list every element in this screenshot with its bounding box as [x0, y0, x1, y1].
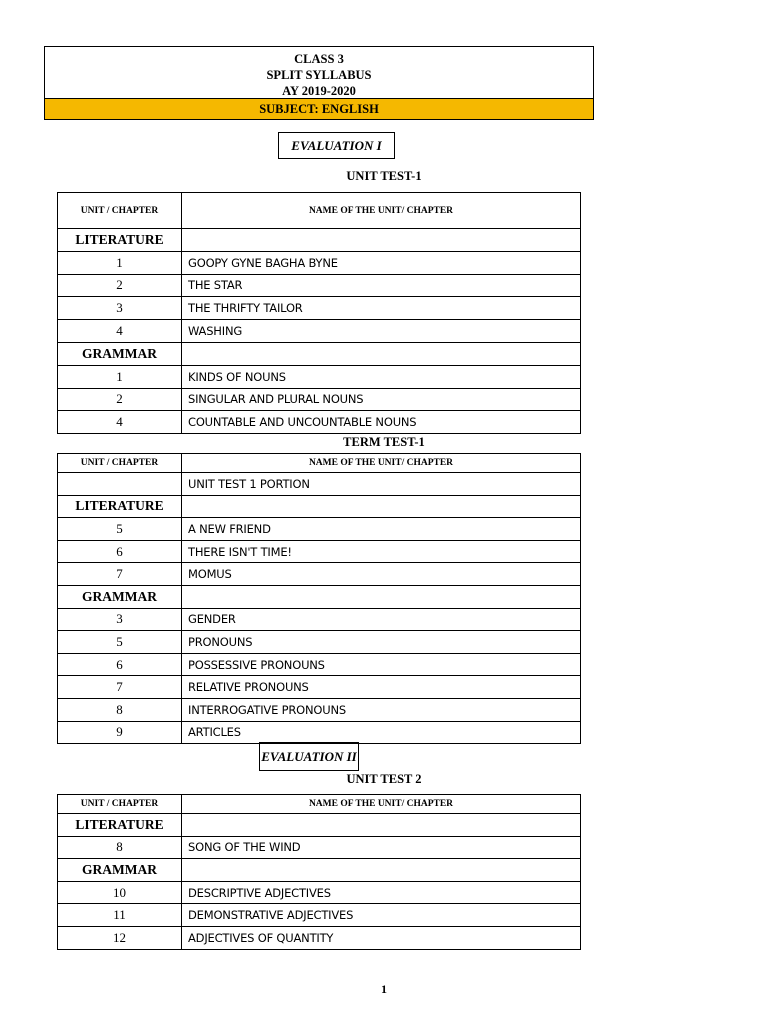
table-row	[58, 540, 581, 563]
chapter-number: 8	[58, 698, 182, 721]
chapter-number: 12	[58, 926, 182, 949]
chapter-number: 5	[58, 518, 182, 541]
category-row	[58, 342, 581, 365]
column-header-unit: UNIT / CHAPTER	[58, 795, 182, 814]
chapter-number: 2	[58, 274, 182, 297]
category-label: GRAMMAR	[58, 585, 182, 608]
chapter-name	[182, 859, 581, 882]
chapter-name: ARTICLES	[182, 721, 581, 744]
chapter-name: A NEW FRIEND	[182, 518, 581, 541]
table-row	[58, 365, 581, 388]
class-line: CLASS 3	[294, 52, 344, 66]
category-row	[58, 585, 581, 608]
chapter-number: 1	[58, 251, 182, 274]
table-header-row	[58, 454, 581, 473]
year-line: AY 2019-2020	[282, 84, 356, 98]
table-row	[58, 274, 581, 297]
table-row	[58, 698, 581, 721]
chapter-number: 3	[58, 608, 182, 631]
chapter-name: COUNTABLE AND UNCOUNTABLE NOUNS	[182, 411, 581, 434]
chapter-name	[182, 585, 581, 608]
chapter-number: 4	[58, 320, 182, 343]
table-row	[58, 411, 581, 434]
page-number: 1	[381, 982, 387, 996]
table-row	[58, 563, 581, 586]
chapter-number: 5	[58, 631, 182, 654]
chapter-number: 11	[58, 904, 182, 927]
category-label: LITERATURE	[58, 229, 182, 252]
chapter-number: 2	[58, 388, 182, 411]
table-row	[58, 473, 581, 496]
unit-test-2-title: UNIT TEST 2	[346, 772, 422, 786]
column-header-name: NAME OF THE UNIT/ CHAPTER	[182, 193, 581, 229]
table-row	[58, 518, 581, 541]
unit-test-1-title: UNIT TEST-1	[346, 169, 422, 183]
category-label: LITERATURE	[58, 814, 182, 837]
table-row	[58, 653, 581, 676]
chapter-name: KINDS OF NOUNS	[182, 365, 581, 388]
category-row	[58, 229, 581, 252]
chapter-number: 6	[58, 653, 182, 676]
syllabus-line: SPLIT SYLLABUS	[266, 68, 372, 82]
chapter-number	[58, 473, 182, 496]
chapter-name: RELATIVE PRONOUNS	[182, 676, 581, 699]
term-test-1-body	[58, 454, 581, 744]
chapter-name: WASHING	[182, 320, 581, 343]
table-row	[58, 926, 581, 949]
table-row	[58, 251, 581, 274]
chapter-name: THE THRIFTY TAILOR	[182, 297, 581, 320]
term-test-1-table	[57, 453, 581, 744]
table-row	[58, 721, 581, 744]
chapter-name	[182, 342, 581, 365]
chapter-number: 9	[58, 721, 182, 744]
chapter-number: 7	[58, 676, 182, 699]
column-header-name: NAME OF THE UNIT/ CHAPTER	[182, 795, 581, 814]
evaluation-2-box: EVALUATION II	[259, 742, 359, 771]
column-header-name: NAME OF THE UNIT/ CHAPTER	[182, 454, 581, 473]
chapter-name: GOOPY GYNE BAGHA BYNE	[182, 251, 581, 274]
table-row	[58, 388, 581, 411]
table-row	[58, 881, 581, 904]
term-test-1-title: TERM TEST-1	[343, 435, 425, 449]
table-header-row	[58, 795, 581, 814]
chapter-name: DESCRIPTIVE ADJECTIVES	[182, 881, 581, 904]
column-header-unit: UNIT / CHAPTER	[58, 193, 182, 229]
chapter-name: MOMUS	[182, 563, 581, 586]
subject-bar: SUBJECT: ENGLISH	[45, 98, 593, 119]
chapter-number: 3	[58, 297, 182, 320]
chapter-number: 1	[58, 365, 182, 388]
chapter-name: THERE ISN'T TIME!	[182, 540, 581, 563]
chapter-name: THE STAR	[182, 274, 581, 297]
column-header-unit: UNIT / CHAPTER	[58, 454, 182, 473]
unit-test-2-body	[58, 795, 581, 950]
table-row	[58, 631, 581, 654]
category-row	[58, 859, 581, 882]
chapter-name: SONG OF THE WIND	[182, 836, 581, 859]
table-header-row	[58, 193, 581, 229]
category-label: LITERATURE	[58, 495, 182, 518]
chapter-name: DEMONSTRATIVE ADJECTIVES	[182, 904, 581, 927]
chapter-name: UNIT TEST 1 PORTION	[182, 473, 581, 496]
chapter-number: 4	[58, 411, 182, 434]
unit-test-1-body	[58, 193, 581, 434]
chapter-number: 8	[58, 836, 182, 859]
unit-test-2-table	[57, 794, 581, 950]
chapter-number: 10	[58, 881, 182, 904]
table-row	[58, 297, 581, 320]
chapter-name: POSSESSIVE PRONOUNS	[182, 653, 581, 676]
chapter-name	[182, 229, 581, 252]
chapter-name	[182, 814, 581, 837]
evaluation-1-box: EVALUATION I	[278, 132, 395, 159]
category-label: GRAMMAR	[58, 859, 182, 882]
chapter-name: ADJECTIVES OF QUANTITY	[182, 926, 581, 949]
header-box	[44, 46, 594, 120]
table-row	[58, 904, 581, 927]
chapter-name: PRONOUNS	[182, 631, 581, 654]
chapter-name: SINGULAR AND PLURAL NOUNS	[182, 388, 581, 411]
header-text	[45, 47, 593, 100]
table-row	[58, 836, 581, 859]
table-row	[58, 608, 581, 631]
category-row	[58, 814, 581, 837]
chapter-name: INTERROGATIVE PRONOUNS	[182, 698, 581, 721]
chapter-name	[182, 495, 581, 518]
chapter-number: 6	[58, 540, 182, 563]
unit-test-1-table	[57, 192, 581, 434]
table-row	[58, 676, 581, 699]
chapter-name: GENDER	[182, 608, 581, 631]
category-row	[58, 495, 581, 518]
category-label: GRAMMAR	[58, 342, 182, 365]
table-row	[58, 320, 581, 343]
chapter-number: 7	[58, 563, 182, 586]
